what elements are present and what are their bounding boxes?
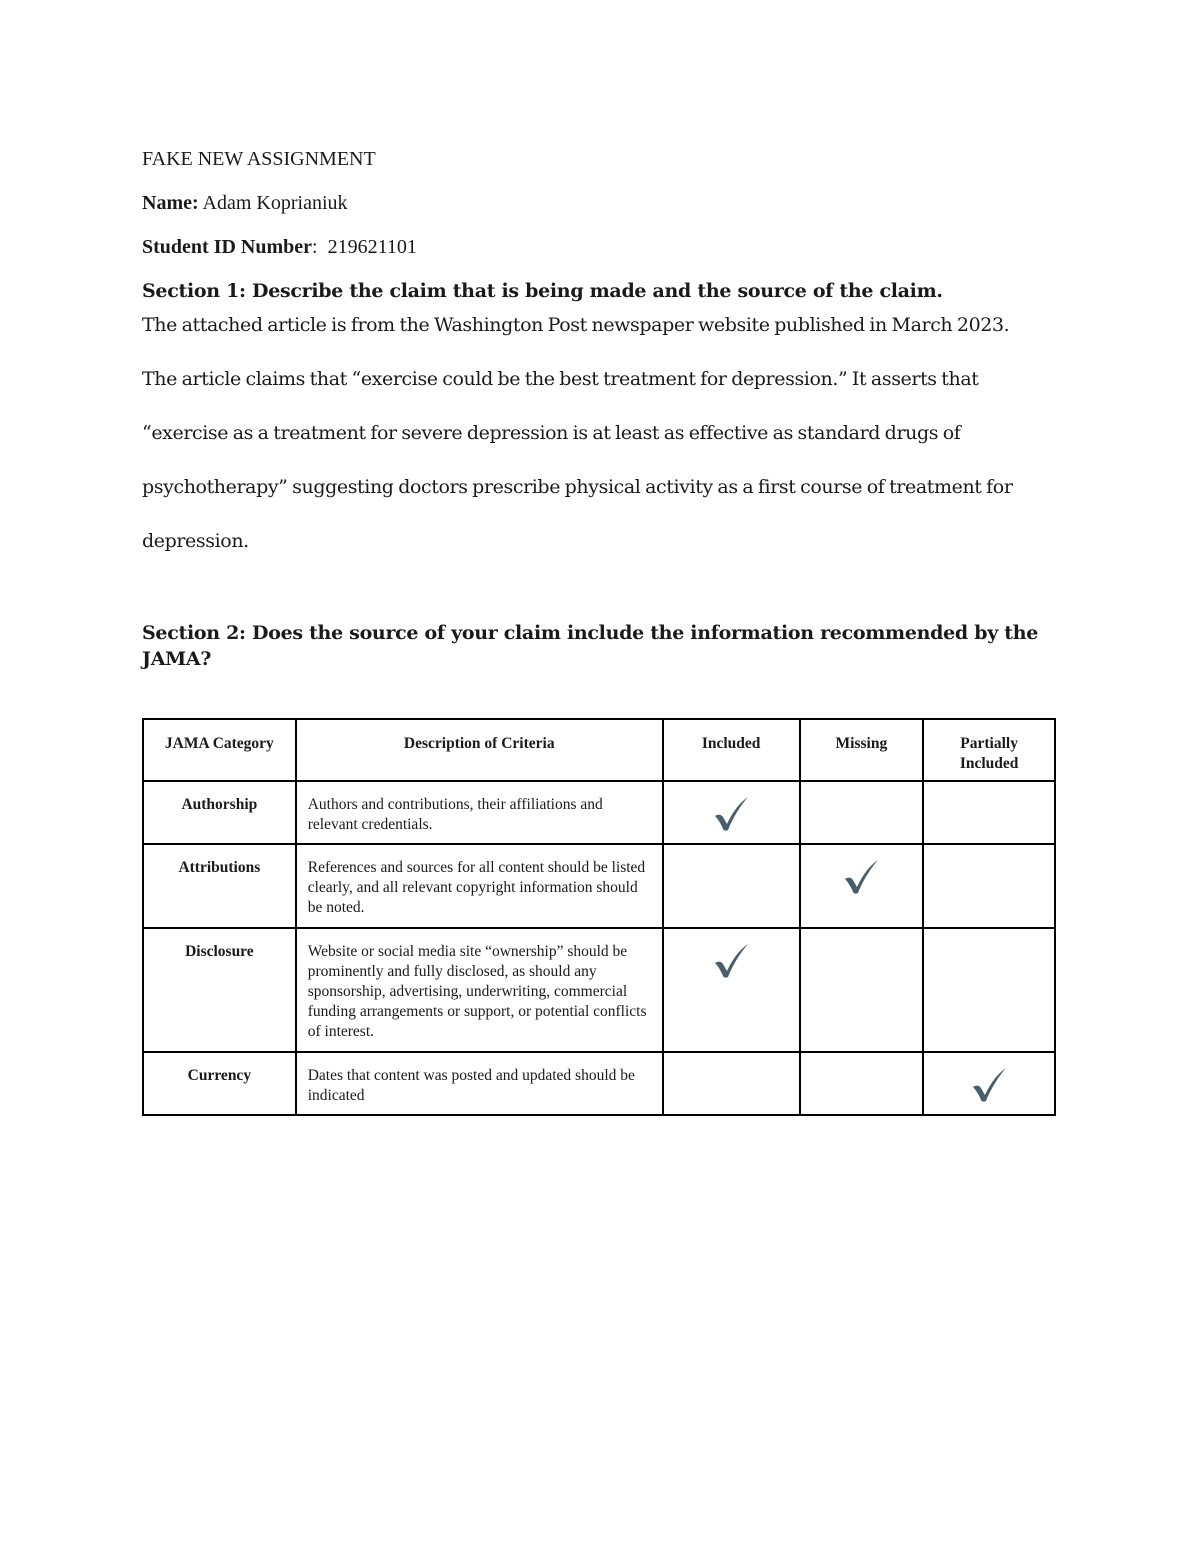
row-description: Website or social media site “ownership” should be prominently and fully disclosed, as should any sponsorship, advertising, underwriting, commercial funding arrangements or support, or potential conflicts of interest. [296,928,663,1052]
paragraph-line: depression. [142,530,249,552]
student-id-label: Student ID Number [142,236,313,258]
assignment-title: FAKE NEW ASSIGNMENT [142,148,376,170]
row-category: Currency [143,1052,296,1115]
section-2-heading: Section 2: Does the source of your claim include the information recommended by the JAMA? [142,622,1039,670]
header-partially-included [923,719,1055,781]
partial-cell [923,928,1055,1052]
included-cell [663,1052,800,1115]
row-category: Disclosure [143,928,296,1052]
name-label: Name: [142,192,199,214]
missing-cell [800,844,924,928]
document-page [142,140,1057,1104]
included-cell [663,844,800,928]
table-row [143,781,1055,844]
included-cell [663,928,800,1052]
paragraph-line: The attached article is from the Washington Post newspaper website published in March 2023. [142,314,1010,336]
partial-cell [923,781,1055,844]
jama-criteria-table [142,718,1056,1116]
missing-cell [800,781,924,844]
header-description: Description of Criteria [296,719,663,781]
table-row [143,844,1055,928]
paragraph-line: The article claims that “exercise could be the best treatment for depression.” It asserts that [142,368,979,390]
missing-cell [800,928,924,1052]
student-id-field [142,232,1057,262]
row-category: Attributions [143,844,296,928]
row-description: Dates that content was posted and updated should be indicated [296,1052,663,1115]
section-1-paragraph [142,298,1057,568]
checkmark-icon [841,857,881,897]
name-value: Adam Koprianiuk [202,192,348,214]
header-partial-line2: Included [959,755,1019,772]
section-1-heading: Section 1: Describe the claim that is being made and the source of the claim. [142,280,943,302]
table-row [143,928,1055,1052]
row-description: Authors and contributions, their affiliations and relevant credentials. [296,781,663,844]
header-partial-line1: Partially [960,735,1018,752]
missing-cell [800,1052,924,1115]
row-category: Authorship [143,781,296,844]
header-included: Included [663,719,800,781]
partial-cell [923,844,1055,928]
header-missing: Missing [800,719,924,781]
checkmark-icon [711,941,751,981]
paragraph-line: psychotherapy” suggesting doctors prescribe physical activity as a first course of treatment for [142,476,1013,498]
paragraph-line: “exercise as a treatment for severe depression is at least as effective as standard drugs of [142,422,961,444]
row-description: References and sources for all content should be listed clearly, and all relevant copyright information should be noted. [296,844,663,928]
student-id-value: 219621101 [327,236,417,258]
checkmark-icon [711,794,751,834]
partial-cell [923,1052,1055,1115]
checkmark-icon [969,1065,1009,1105]
table-row [143,1052,1055,1115]
student-id-separator: : [312,236,318,258]
table-header-row [143,719,1055,781]
header-category: JAMA Category [143,719,296,781]
name-field [142,188,1057,218]
included-cell [663,781,800,844]
